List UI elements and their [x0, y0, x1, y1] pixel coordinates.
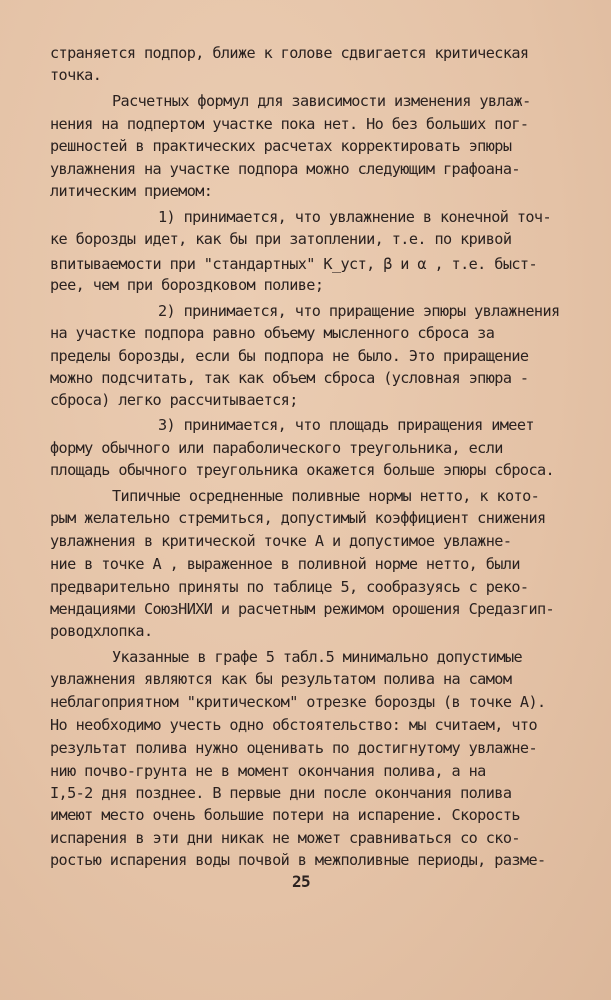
text-line: рее, чем при бороздковом поливе;: [50, 276, 324, 294]
text-line: 3) принимается, что площадь приращения имеет: [158, 416, 534, 434]
text-line: роводхлопка.: [50, 622, 153, 640]
text-line: нию почво-грунта не в момент окончания полива, а на: [50, 762, 486, 780]
text-line: ние в точке A , выраженное в поливной норме нетто, были: [50, 555, 520, 573]
text-line: ке борозды идет, как бы при затоплении, т.е. по кривой: [50, 230, 512, 248]
text-line: впитываемости при "стандартных" K_уст, β и α , т.е. быст-: [50, 255, 537, 273]
text-line: имеют место очень большие потери на испарение. Скорость: [50, 806, 520, 824]
text-line: предварительно приняты по таблице 5, сообразуясь с реко-: [50, 578, 529, 596]
text-line: решностей в практических расчетах корректировать эпюры: [50, 137, 512, 155]
text-line: 2) принимается, что приращение эпюры увлажнения: [158, 302, 560, 320]
text-line: увлажнения в критической точке A и допустимое увлажне-: [50, 532, 512, 550]
text-line: ростью испарения воды почвой в межполивные периоды, разме-: [50, 851, 546, 869]
text-line: литическим приемом:: [50, 182, 213, 200]
text-line: на участке подпора равно объему мысленного сброса за: [50, 324, 495, 342]
text-line: можно подсчитать, так как объем сброса (условная эпюра -: [50, 369, 529, 387]
page-number: 25: [292, 872, 311, 891]
text-line: пределы борозды, если бы подпора не было. Это приращение: [50, 347, 529, 365]
text-line: площадь обычного треугольника окажется больше эпюры сброса.: [50, 461, 555, 479]
text-line: увлажнения на участке подпора можно следующим графоана-: [50, 160, 520, 178]
text-line: рым желательно стремиться, допустимый коэффициент снижения: [50, 509, 546, 527]
text-line: мендациями СоюзНИХИ и расчетным режимом орошения Средазгип-: [50, 600, 555, 618]
text-line: страняется подпор, ближе к голове сдвигается критическая: [50, 44, 529, 62]
text-line: Типичные осредненные поливные нормы нетто, к кото-: [112, 487, 540, 505]
text-line: форму обычного или параболического треугольника, если: [50, 439, 503, 457]
text-line: сброса) легко рассчитывается;: [50, 391, 298, 409]
text-line: неблагоприятном "критическом" отрезке борозды (в точке A).: [50, 693, 546, 711]
text-line: Но необходимо учесть одно обстоятельство: мы считаем, что: [50, 716, 537, 734]
text-line: Указанные в графе 5 табл.5 минимально допустимые: [112, 648, 523, 666]
text-line: Расчетных формул для зависимости изменения увлаж-: [112, 92, 531, 110]
text-line: точка.: [50, 66, 102, 84]
text-line: увлажнения являются как бы результатом полива на самом: [50, 670, 512, 688]
text-line: нения на подпертом участке пока нет. Но без больших пог-: [50, 115, 529, 133]
text-line: I,5-2 дня позднее. В первые дни после окончания полива: [50, 784, 512, 802]
text-line: испарения в эти дни никак не может сравниваться со ско-: [50, 829, 520, 847]
text-line: 1) принимается, что увлажнение в конечной точ-: [158, 208, 552, 226]
text-line: результат полива нужно оценивать по достигнутому увлажне-: [50, 739, 537, 757]
